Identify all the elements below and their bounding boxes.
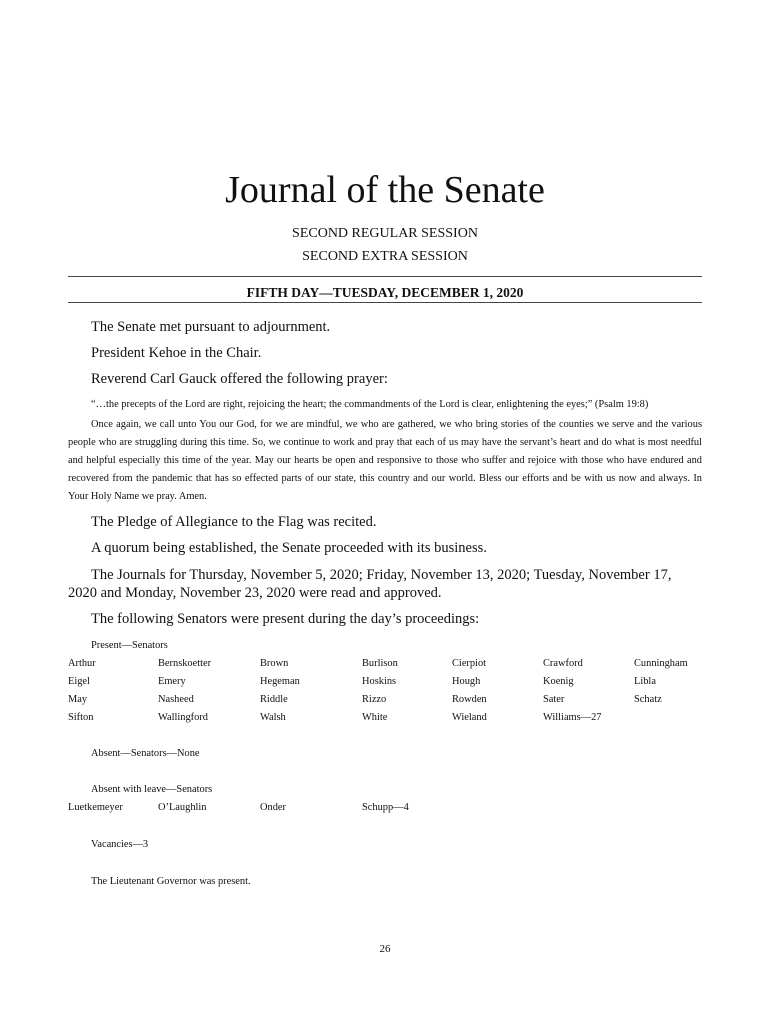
paragraph-president: President Kehoe in the Chair. — [91, 345, 262, 361]
paragraph-adjournment: The Senate met pursuant to adjournment. — [91, 319, 331, 335]
senator-name: Wallingford — [158, 712, 208, 723]
senator-name: Luetkemeyer — [68, 802, 123, 813]
senator-name: Onder — [260, 802, 286, 813]
senator-name: Hegeman — [260, 676, 300, 687]
present-label: Present—Senators — [91, 640, 168, 651]
absent-with-leave-label: Absent with leave—Senators — [91, 784, 213, 795]
senator-name: Burlison — [362, 658, 398, 669]
senator-name: O’Laughlin — [158, 802, 207, 813]
session-line-regular: SECOND REGULAR SESSION — [292, 226, 478, 241]
senator-name: Brown — [260, 658, 289, 669]
senator-name: Rizzo — [362, 694, 387, 705]
senator-name: Hough — [452, 676, 481, 687]
page-number: 26 — [379, 943, 391, 955]
header-rule-bottom — [68, 302, 702, 303]
senator-name: White — [362, 712, 388, 723]
senator-name: Arthur — [68, 658, 96, 669]
day-header: FIFTH DAY—TUESDAY, DECEMBER 1, 2020 — [246, 285, 524, 300]
paragraph-present-intro: The following Senators were present during the day’s proceedings: — [91, 611, 480, 627]
senator-name: Riddle — [260, 694, 288, 705]
senator-name: Wieland — [452, 712, 487, 723]
senator-name: Koenig — [543, 676, 574, 687]
senator-name: Cunningham — [634, 658, 688, 669]
lieutenant-governor-note: The Lieutenant Governor was present. — [91, 876, 251, 887]
senator-name: Williams—27 — [543, 712, 602, 723]
absent-label: Absent—Senators—None — [91, 748, 200, 759]
senator-name: Cierpiot — [452, 658, 487, 669]
senator-name: Walsh — [260, 712, 286, 723]
journal-title: Journal of the Senate — [225, 169, 545, 211]
session-line-extra: SECOND EXTRA SESSION — [302, 249, 468, 264]
paragraph-journals: The Journals for Thursday, November 5, 2020; Friday, November 13, 2020; Tuesday, November 17, 2020 and Monday, November 23, 2020 were read and approved. — [68, 567, 672, 601]
senator-name: Schatz — [634, 694, 662, 705]
senator-name: Emery — [158, 676, 186, 687]
paragraph-pledge: The Pledge of Allegiance to the Flag was recited. — [91, 514, 377, 530]
prayer-body: Once again, we call unto You our God, for we are mindful, we who are gathered, we who bring stories of the counties we serve and the various people who are struggling during this time. So, we continue to work and pray that each of us may have the servant’s heart and do what is most needful and helpful especially this time of the year. May our hearts be open and responsive to those who suffer and rejoice with those who have endured and recovered from the pandemic that has so effected parts of our state, this country and our world. Bless our efforts and be with us now and always. In Your Holy Name we pray. Amen. — [68, 419, 702, 502]
senator-name: Rowden — [452, 694, 487, 705]
vacancies-label: Vacancies—3 — [91, 839, 149, 850]
paragraph-prayer-intro: Reverend Carl Gauck offered the following prayer: — [91, 371, 388, 387]
senator-name: Bernskoetter — [158, 658, 212, 669]
senator-name: Sifton — [68, 712, 94, 723]
header-rule-top — [68, 276, 702, 277]
paragraph-quorum: A quorum being established, the Senate proceeded with its business. — [91, 540, 487, 556]
senator-name: Libla — [634, 676, 656, 687]
senator-name: Nasheed — [158, 694, 194, 705]
senator-name: Crawford — [543, 658, 583, 669]
senator-name: Eigel — [68, 676, 90, 687]
senator-name: Hoskins — [362, 676, 397, 687]
senator-name: Sater — [543, 694, 565, 705]
senator-name: May — [68, 694, 88, 705]
senator-name: Schupp—4 — [362, 802, 409, 813]
prayer-quote: “…the precepts of the Lord are right, rejoicing the heart; the commandments of the Lord is clear, enlightening the eyes;” (Psalm 19:8) — [91, 399, 649, 410]
